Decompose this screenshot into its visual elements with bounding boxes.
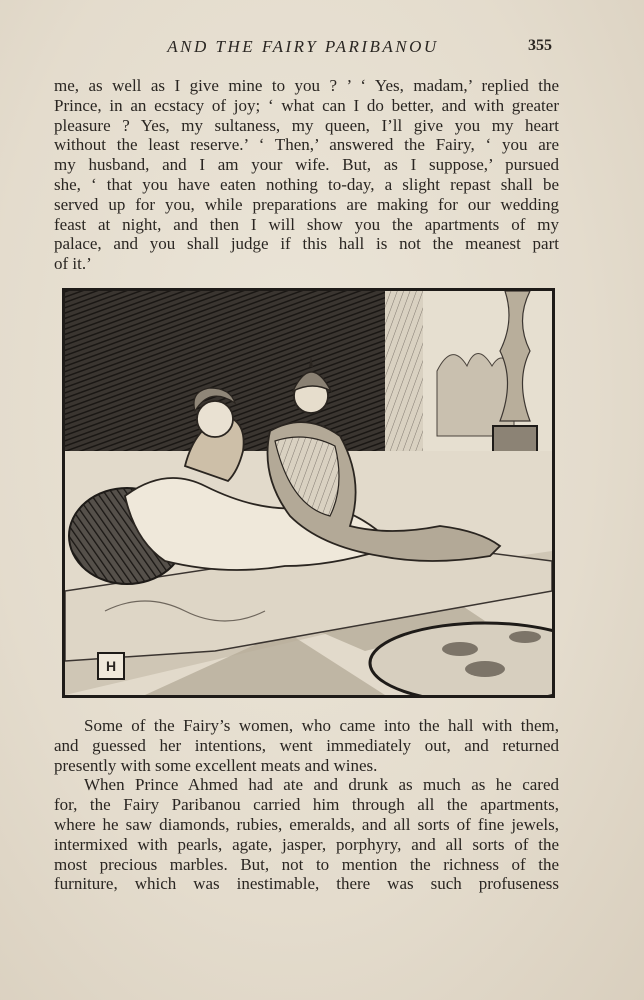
text-line: intermixed with pearls, agate, jasper, porphyry, and all sorts of the [54, 834, 559, 854]
bottom-paragraphs [54, 716, 559, 894]
text-line: palace, and you shall judge if this hall is not the meanest part [54, 234, 559, 254]
top-paragraph [54, 76, 559, 274]
lady-head [197, 401, 233, 437]
text-line: my husband, and I am your wife. But, as I suppose,’ pursued [54, 155, 559, 175]
text-line: feast at night, and then I will show you the apartments of my [54, 214, 559, 234]
text-line: of it.’ [54, 254, 92, 274]
page-number: 355 [528, 37, 552, 54]
text-line: furniture, which was inestimable, there was such profuseness [54, 874, 559, 894]
text-line: served up for you, while preparations are making for our wedding [54, 194, 559, 214]
text-line: for, the Fairy Paribanou carried him through all the apartments, [54, 795, 559, 815]
text-line: Some of the Fairy’s women, who came into the hall with them, [84, 716, 559, 735]
text-line: pleasure ? Yes, my sultaness, my queen, I’ll give you my heart [54, 115, 559, 135]
text-line: me, as well as I give mine to you ? ’ ‘ Yes, madam,’ replied the [54, 76, 559, 95]
text-line: When Prince Ahmed had ate and drunk as much as he cared [84, 775, 559, 795]
page-header [54, 37, 552, 59]
text-line: Prince, in an ecstacy of joy; ‘ what can I do better, and with greater [54, 95, 559, 115]
text-line: and guessed her intentions, went immediately out, and returned [54, 735, 559, 755]
doorway [385, 291, 425, 451]
illustration [62, 288, 555, 698]
text-line: where he saw diamonds, rubies, emeralds, and all sorts of fine jewels, [54, 814, 559, 834]
text-line: she, ‘ that you have eaten nothing to-day, a slight repast shall be [54, 174, 559, 194]
text-line: presently with some excellent meats and wines. [54, 755, 378, 775]
illustration-drawing [65, 291, 552, 695]
text-line: most precious marbles. But, not to mention the richness of the [54, 854, 559, 874]
artist-monogram: H [97, 652, 125, 680]
running-head: AND THE FAIRY PARIBANOU [167, 37, 439, 56]
text-line: without the least reserve.’ ‘ Then,’ answered the Fairy, ‘ you are [54, 135, 559, 155]
